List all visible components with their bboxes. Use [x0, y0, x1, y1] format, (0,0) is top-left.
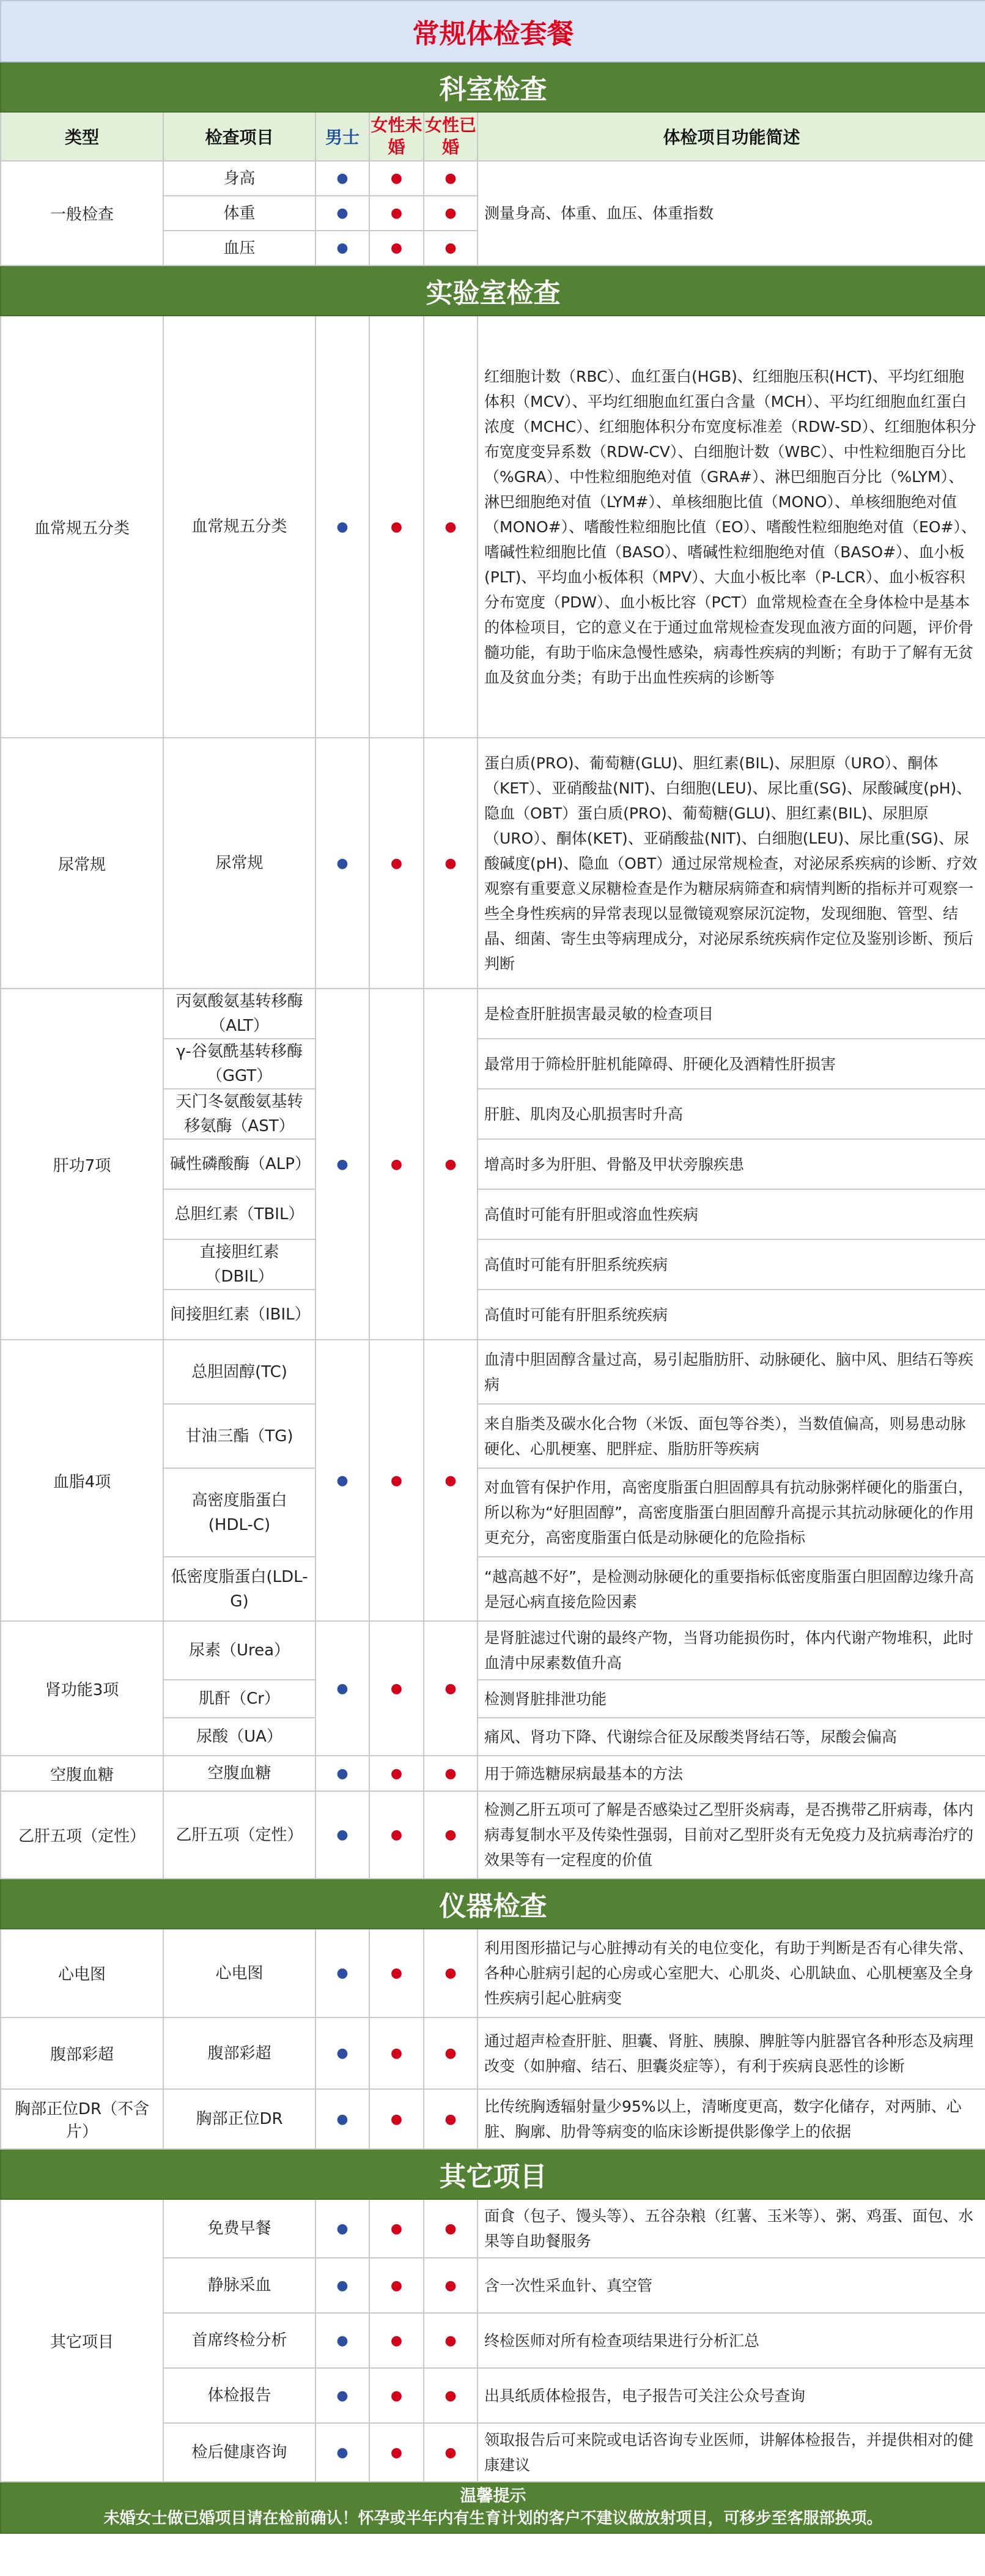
item-abd: 腹部彩超: [163, 2017, 315, 2089]
desc-tbil: 高值时可能有肝胆或溶血性疾病: [478, 1189, 985, 1239]
table-row: [1, 2199, 985, 2258]
female-married-dot: ●: [424, 316, 478, 738]
male-dot: ●: [315, 2258, 369, 2313]
desc-ast: 肝脏、肌肉及心肌损害时升高: [478, 1089, 985, 1139]
male-dot: ●: [315, 2423, 369, 2482]
female-married-dot: ●: [424, 1621, 478, 1756]
male-dot: ●: [315, 2368, 369, 2423]
item-dr: 胸部正位DR: [163, 2089, 315, 2149]
item-height: 身高: [163, 161, 315, 196]
category-other: 其它项目: [1, 2199, 163, 2482]
category-dr: 胸部正位DR（不含片）: [1, 2089, 163, 2149]
item-tc: 总胆固醇(TC): [163, 1340, 315, 1404]
category-hepb: 乙肝五项（定性）: [1, 1791, 163, 1879]
desc-ggt: 最常用于筛检肝脏机能障碍、肝硬化及酒精性肝损害: [478, 1039, 985, 1089]
female-unmarried-dot: ●: [369, 1756, 424, 1791]
table-row: [1, 1756, 985, 1791]
category-liver: 肝功7项: [1, 989, 163, 1340]
female-married-dot: ●: [424, 2017, 478, 2089]
header-female-married: 女性已婚: [424, 112, 478, 161]
section-other-row: [1, 2149, 985, 2199]
female-unmarried-dot: ●: [369, 738, 424, 989]
female-unmarried-dot: ●: [369, 231, 424, 265]
female-unmarried-dot: ●: [369, 2423, 424, 2482]
category-blood: 血常规五分类: [1, 316, 163, 738]
female-unmarried-dot: ●: [369, 2313, 424, 2368]
table-row: [1, 2017, 985, 2089]
male-dot: ●: [315, 1621, 369, 1756]
female-unmarried-dot: ●: [369, 2258, 424, 2313]
item-blood-pressure: 血压: [163, 231, 315, 265]
female-married-dot: ●: [424, 989, 478, 1340]
male-dot: ●: [315, 161, 369, 196]
item-report: 体检报告: [163, 2368, 315, 2423]
section-title-instr: 仪器检查: [1, 1879, 985, 1929]
female-married-dot: ●: [424, 2258, 478, 2313]
female-married-dot: ●: [424, 1756, 478, 1791]
footer-title: 温馨提示: [460, 2487, 526, 2506]
header-desc: 体检项目功能简述: [478, 112, 985, 161]
desc-tc: 血清中胆固醇含量过高，易引起脂肪肝、动脉硬化、脑中风、胆结石等疾病: [478, 1340, 985, 1404]
desc-urine: 蛋白质(PRO)、葡萄糖(GLU)、胆红素(BIL)、尿胆原（URO）、酮体（KET）、亚硝酸盐(NIT)、白细胞(LEU)、尿比重(SG)、尿酸碱度(pH)、隐血（OBT）蛋白质(PRO)、葡萄糖(GLU)、胆红素(BIL)、尿胆原（URO）、酮体(KET)、亚硝酸盐(NIT)、白细胞(LEU)、尿比重(SG)、尿酸碱度(pH)、隐血（OBT）通过尿常规检查，对泌尿系疾病的诊断、疗效观察有重要意义尿糖检查是作为糖尿病筛查和病情判断的指标并可观察一些全身性疾病的异常表现以显微镜观察尿沉淀物，发现细胞、管型、结晶、细菌、寄生虫等病理成分，对泌尿系统疾病作定位及鉴别诊断、预后判断: [478, 738, 985, 989]
footer-notice: [1, 2482, 985, 2533]
desc-abd: 通过超声检查肝脏、胆囊、肾脏、胰腺、脾脏等内脏器官各种形态及病理改变（如肿瘤、结石、胆囊炎症等），有利于疾病良恶性的诊断: [478, 2017, 985, 2089]
male-dot: ●: [315, 1340, 369, 1621]
header-male: 男士: [315, 112, 369, 161]
desc-urea: 是肾脏滤过代谢的最终产物，当肾功能损伤时，体内代谢产物堆积，此时血清中尿素数值升高: [478, 1621, 985, 1680]
desc-ibil: 高值时可能有肝胆系统疾病: [478, 1290, 985, 1340]
category-urine: 尿常规: [1, 738, 163, 989]
female-unmarried-dot: ●: [369, 1791, 424, 1879]
item-hepb: 乙肝五项（定性）: [163, 1791, 315, 1879]
page-title: 常规体检套餐: [1, 1, 985, 62]
male-dot: ●: [315, 1791, 369, 1879]
male-dot: ●: [315, 2089, 369, 2149]
table-row: [1, 738, 985, 989]
title-row: [1, 1, 985, 62]
table-row: [1, 161, 985, 196]
desc-tg: 来自脂类及碳水化合物（米饭、面包等谷类），当数值偏高，则易患动脉硬化、心肌梗塞、肥胖症、脂肪肝等疾病: [478, 1404, 985, 1468]
desc-cr: 检测肾脏排泄功能: [478, 1680, 985, 1718]
footer-row: [1, 2482, 985, 2533]
desc-hdl: 对血管有保护作用，高密度脂蛋白胆固醇具有抗动脉粥样硬化的脂蛋白，所以称为“好胆固醇”，高密度脂蛋白胆固醇升高提示其抗动脉硬化的作用更充分，高密度脂蛋白低是动脉硬化的危险指标: [478, 1468, 985, 1557]
male-dot: ●: [315, 738, 369, 989]
item-tg: 甘油三酯（TG): [163, 1404, 315, 1468]
male-dot: ●: [315, 989, 369, 1340]
female-unmarried-dot: ●: [369, 1621, 424, 1756]
desc-ecg: 利用图形描记与心脏搏动有关的电位变化，有助于判断是否有心律失常、各种心脏病引起的心房或心室肥大、心肌炎、心肌缺血、心肌梗塞及全身性疾病引起心脏病变: [478, 1929, 985, 2017]
desc-dr: 比传统胸透辐射量少95%以上，清晰度更高，数字化储存，对两肺、心脏、胸廓、肋骨等病变的临床诊断提供影像学上的依据: [478, 2089, 985, 2149]
item-ua: 尿酸（UA）: [163, 1718, 315, 1756]
footer-text: 未婚女士做已婚项目请在检前确认！怀孕或半年内有生育计划的客户不建议做放射项目，可移步至客服部换项。: [103, 2509, 883, 2528]
table-row: [1, 1929, 985, 2017]
female-unmarried-dot: ●: [369, 316, 424, 738]
table-row: [1, 989, 985, 1039]
female-unmarried-dot: ●: [369, 196, 424, 231]
table-row: [1, 1621, 985, 1680]
header-item: 检查项目: [163, 112, 315, 161]
table-row: [1, 1340, 985, 1404]
item-blood-draw: 静脉采血: [163, 2258, 315, 2313]
desc-general: 测量身高、体重、血压、体重指数: [478, 161, 985, 265]
female-married-dot: ●: [424, 1929, 478, 2017]
item-blood: 血常规五分类: [163, 316, 315, 738]
female-married-dot: ●: [424, 1340, 478, 1621]
item-dbil: 直接胆红素（DBIL）: [163, 1239, 315, 1290]
male-dot: ●: [315, 196, 369, 231]
desc-alt: 是检查肝脏损害最灵敏的检查项目: [478, 989, 985, 1039]
item-ast: 天门冬氨酸氨基转移氨酶（AST）: [163, 1089, 315, 1139]
male-dot: ●: [315, 231, 369, 265]
item-ldl: 低密度脂蛋白(LDL-G): [163, 1557, 315, 1621]
desc-consult: 领取报告后可来院或电话咨询专业医师，讲解体检报告，并提供相对的健康建议: [478, 2423, 985, 2482]
female-unmarried-dot: ●: [369, 989, 424, 1340]
item-alt: 丙氨酸氨基转移酶（ALT）: [163, 989, 315, 1039]
table-row: [1, 1791, 985, 1879]
item-hdl: 高密度脂蛋白(HDL-C): [163, 1468, 315, 1557]
section-title-other: 其它项目: [1, 2149, 985, 2199]
desc-report: 出具纸质体检报告，电子报告可关注公众号查询: [478, 2368, 985, 2423]
female-unmarried-dot: ●: [369, 1929, 424, 2017]
section-title-lab: 实验室检查: [1, 265, 985, 316]
female-married-dot: ●: [424, 161, 478, 196]
male-dot: ●: [315, 316, 369, 738]
item-consult: 检后健康咨询: [163, 2423, 315, 2482]
item-tbil: 总胆红素（TBIL）: [163, 1189, 315, 1239]
item-weight: 体重: [163, 196, 315, 231]
female-married-dot: ●: [424, 2423, 478, 2482]
section-dept-row: [1, 62, 985, 112]
item-ecg: 心电图: [163, 1929, 315, 2017]
category-kidney: 肾功能3项: [1, 1621, 163, 1756]
section-title-dept: 科室检查: [1, 62, 985, 112]
male-dot: ●: [315, 1756, 369, 1791]
female-married-dot: ●: [424, 196, 478, 231]
table-row: [1, 316, 985, 738]
female-married-dot: ●: [424, 2313, 478, 2368]
item-ggt: γ-谷氨酰基转移酶（GGT）: [163, 1039, 315, 1089]
female-married-dot: ●: [424, 738, 478, 989]
item-cr: 肌酐（Cr）: [163, 1680, 315, 1718]
female-married-dot: ●: [424, 2199, 478, 2258]
female-unmarried-dot: ●: [369, 2199, 424, 2258]
female-married-dot: ●: [424, 231, 478, 265]
category-lipid: 血脂4项: [1, 1340, 163, 1621]
category-general: 一般检查: [1, 161, 163, 265]
item-urine: 尿常规: [163, 738, 315, 989]
section-instr-row: [1, 1879, 985, 1929]
female-married-dot: ●: [424, 1791, 478, 1879]
item-breakfast: 免费早餐: [163, 2199, 315, 2258]
item-urea: 尿素（Urea）: [163, 1621, 315, 1680]
category-ecg: 心电图: [1, 1929, 163, 2017]
category-glucose: 空腹血糖: [1, 1756, 163, 1791]
female-unmarried-dot: ●: [369, 2089, 424, 2149]
item-ibil: 间接胆红素（IBIL）: [163, 1290, 315, 1340]
male-dot: ●: [315, 2017, 369, 2089]
desc-hepb: 检测乙肝五项可了解是否感染过乙型肝炎病毒，是否携带乙肝病毒，体内病毒复制水平及传染性强弱，目前对乙型肝炎有无免疫力及抗病毒治疗的效果等有一定程度的价值: [478, 1791, 985, 1879]
male-dot: ●: [315, 1929, 369, 2017]
item-glucose: 空腹血糖: [163, 1756, 315, 1791]
desc-breakfast: 面食（包子、馒头等）、五谷杂粮（红薯、玉米等）、粥、鸡蛋、面包、水果等自助餐服务: [478, 2199, 985, 2258]
female-unmarried-dot: ●: [369, 161, 424, 196]
desc-alp: 增高时多为肝胆、骨骼及甲状旁腺疾患: [478, 1139, 985, 1189]
category-abd: 腹部彩超: [1, 2017, 163, 2089]
table-header-row: [1, 112, 985, 161]
desc-ua: 痛风、肾功下降、代谢综合征及尿酸类肾结石等，尿酸会偏高: [478, 1718, 985, 1756]
item-final-analysis: 首席终检分析: [163, 2313, 315, 2368]
header-female-unmarried: 女性未婚: [369, 112, 424, 161]
desc-glucose: 用于筛选糖尿病最基本的方法: [478, 1756, 985, 1791]
section-lab-row: [1, 265, 985, 316]
desc-blood-draw: 含一次性采血针、真空管: [478, 2258, 985, 2313]
desc-dbil: 高值时可能有肝胆系统疾病: [478, 1239, 985, 1290]
desc-final-analysis: 终检医师对所有检查项结果进行分析汇总: [478, 2313, 985, 2368]
female-married-dot: ●: [424, 2368, 478, 2423]
item-alp: 碱性磷酸酶（ALP）: [163, 1139, 315, 1189]
female-unmarried-dot: ●: [369, 1340, 424, 1621]
desc-ldl: “越高越不好”，是检测动脉硬化的重要指标低密度脂蛋白胆固醇边缘升高是冠心病直接危险因素: [478, 1557, 985, 1621]
header-type: 类型: [1, 112, 163, 161]
female-unmarried-dot: ●: [369, 2017, 424, 2089]
desc-blood: 红细胞计数（RBC）、血红蛋白(HGB)、红细胞压积(HCT)、平均红细胞体积（MCV）、平均红细胞血红蛋白含量（MCH）、平均红细胞血红蛋白浓度（MCHC）、红细胞体积分布宽度标准差（RDW-SD）、红细胞体积分布宽度变异系数（RDW-CV）、白细胞计数（WBC）、中性粒细胞百分比（%GRA）、中性粒细胞绝对值（GRA#）、淋巴细胞百分比（%LYM）、淋巴细胞绝对值（LYM#）、单核细胞比值（MONO）、单核细胞绝对值（MONO#）、嗜酸性粒细胞比值（EO）、嗜酸性粒细胞绝对值（EO#）、嗜碱性粒细胞比值（BASO）、嗜碱性粒细胞绝对值（BASO#）、血小板(PLT)、平均血小板体积（MPV）、大血小板比率（P-LCR）、血小板容积分布宽度（PDW）、血小板比容（PCT）血常规检查在全身体检中是基本的体检项目，它的意义在于通过血常规检查发现血液方面的问题，评价骨髓功能，有助于临床急慢性感染，病毒性疾病的判断；有助于了解有无贫血及贫血分类；有助于出血性疾病的诊断等: [478, 316, 985, 738]
male-dot: ●: [315, 2199, 369, 2258]
female-unmarried-dot: ●: [369, 2368, 424, 2423]
female-married-dot: ●: [424, 2089, 478, 2149]
table-row: [1, 2089, 985, 2149]
male-dot: ●: [315, 2313, 369, 2368]
